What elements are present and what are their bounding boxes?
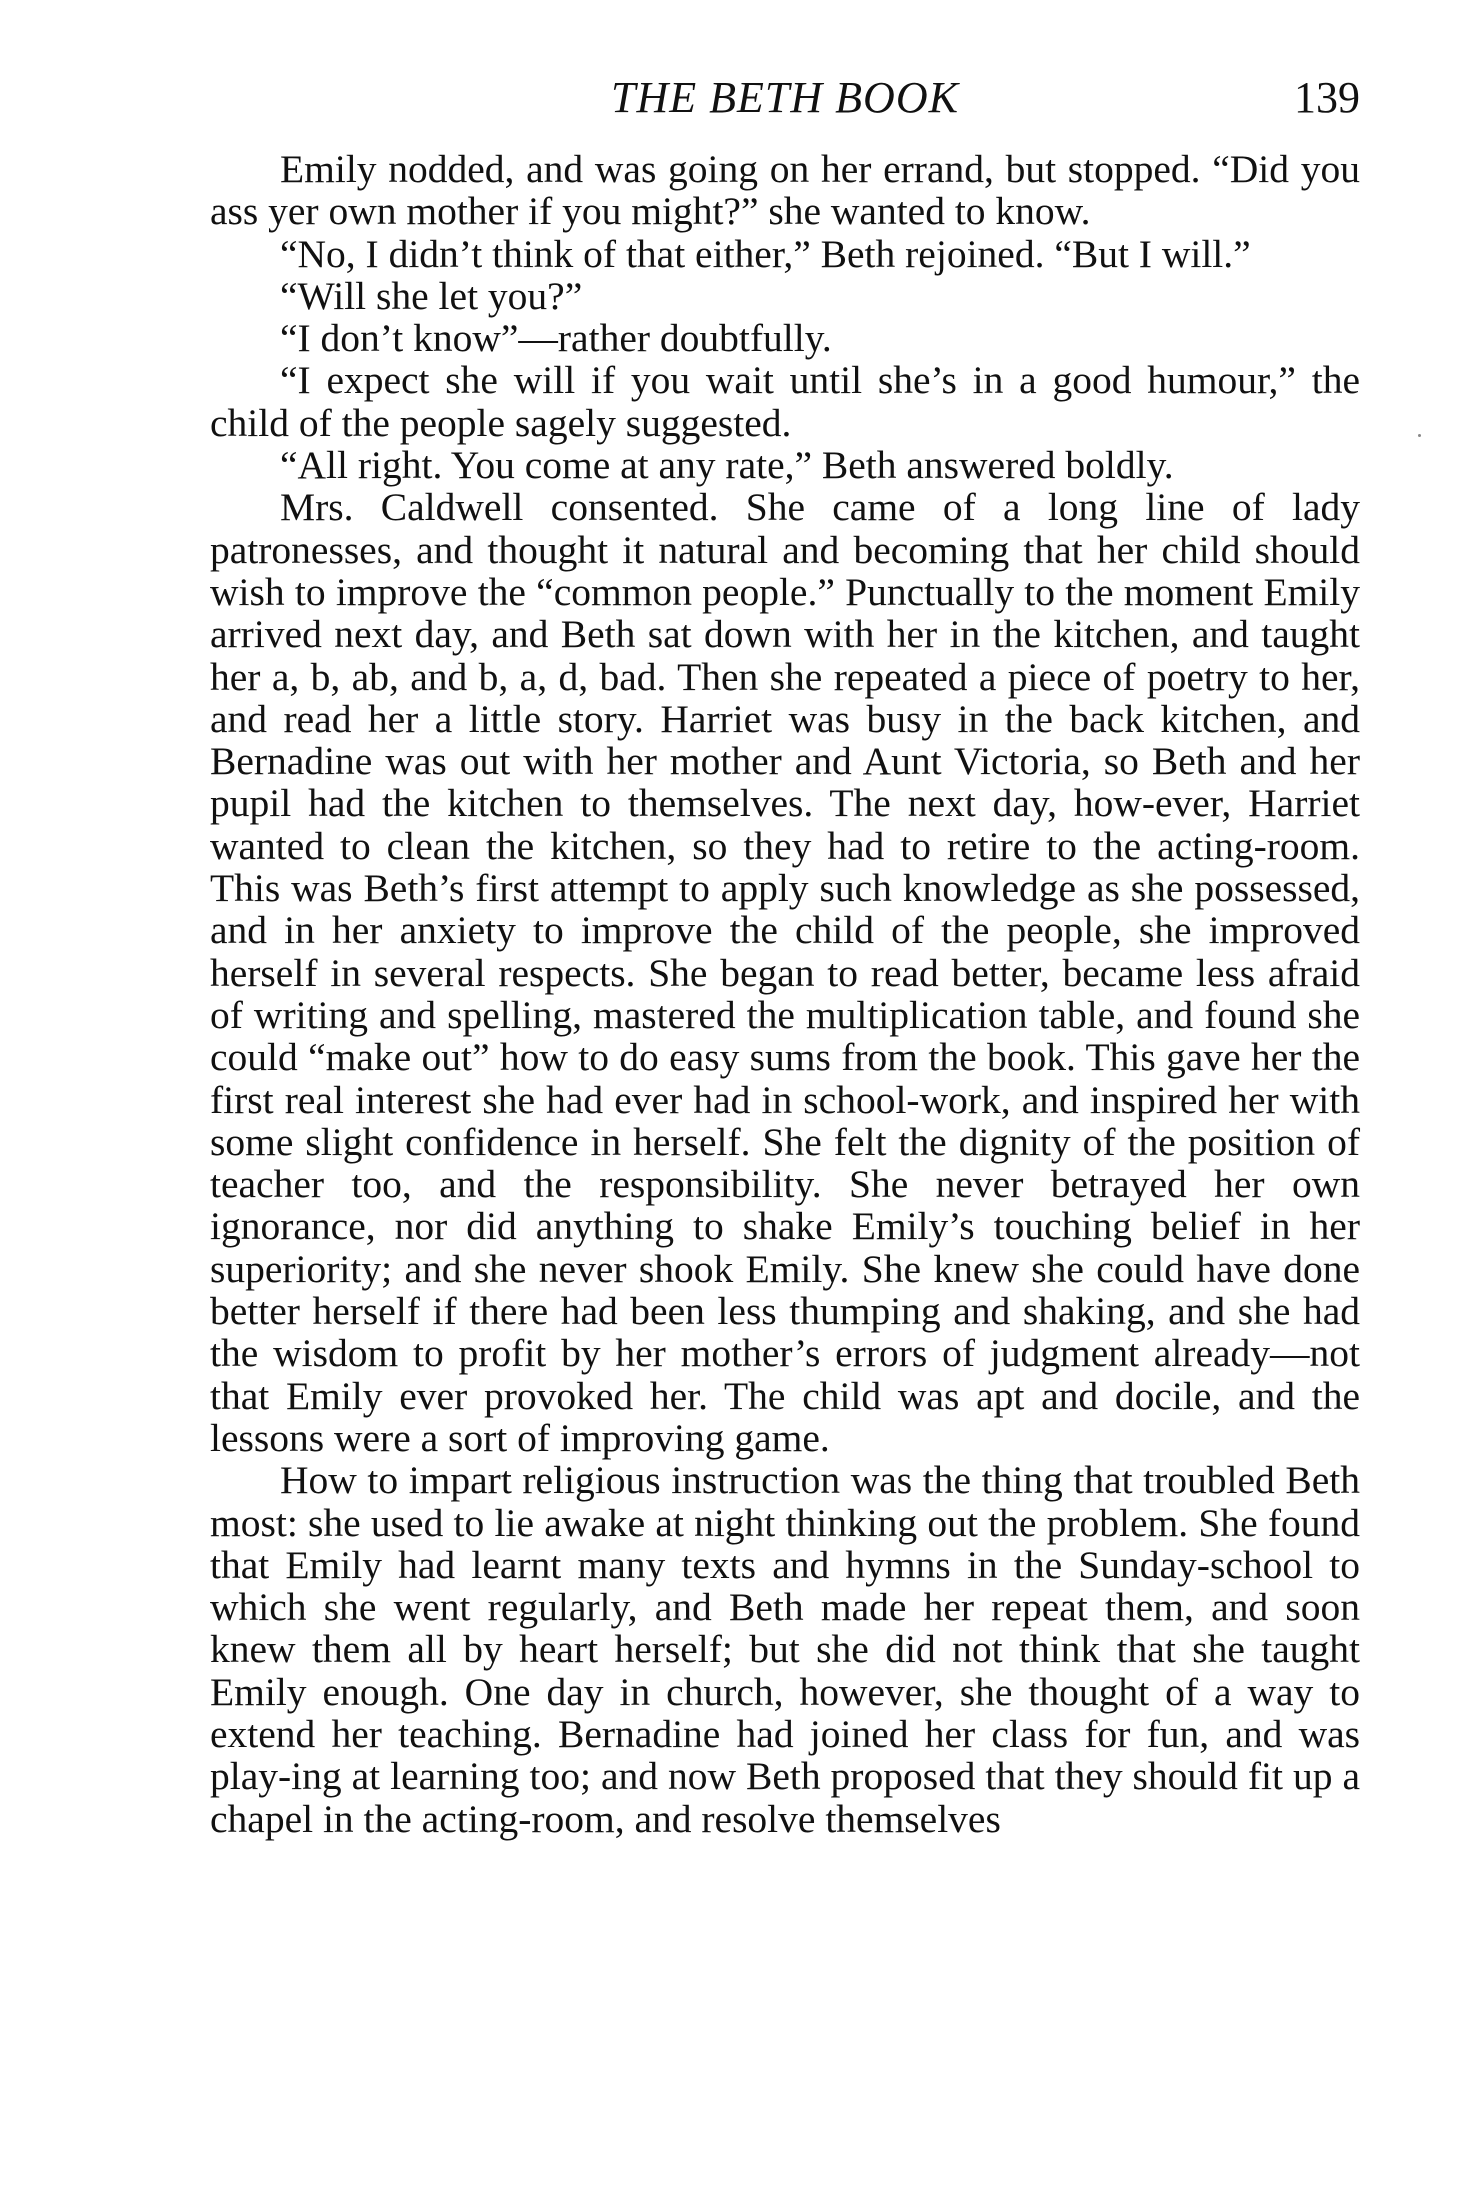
paragraph: Mrs. Caldwell consented. She came of a long line of lady patronesses, and thought it natural and becoming that her child should wish to improve the “common people.” Punctually to the moment Emily arrived next day, and Beth sat down with her in the kitchen, and taught her a, b, ab, and b, a, d, bad. Then she repeated a piece of poetry to her, and read her a little story. Harriet was busy in the back kitchen, and Bernadine was out with her mother and Aunt Victoria, so Beth and her pupil had the kitchen to themselves. The next day, how-ever, Harriet wanted to clean the kitchen, so they had to retire to the acting-room. This was Beth’s first attempt to apply such knowledge as she possessed, and in her anxiety to improve the child of the people, she improved herself in several respects. She began to read better, became less afraid of writing and spelling, mastered the multiplication table, and found she could “make out” how to do easy sums from the book. This gave her the first real interest she had ever had in school-work, and inspired her with some slight confidence in herself. She felt the dignity of the position of teacher too, and the responsibility. She never betrayed her own ignorance, nor did anything to shake Emily’s touching belief in her superiority; and she never shook Emily. She knew she could have done better herself if there had been less thumping and shaking, and she had the wisdom to profit by her mother’s errors of judgment already—not that Emily ever provoked her. The child was apt and docile, and the lessons were a sort of improving game. — [210, 485, 1360, 1460]
body-text — [210, 148, 1360, 1840]
page-number: 139 — [1294, 73, 1360, 122]
margin-speck — [1418, 434, 1421, 437]
paragraph: “Will she let you?” — [280, 273, 583, 318]
paragraph: “All right. You come at any rate,” Beth answered boldly. — [280, 443, 1174, 488]
paragraph: How to impart religious instruction was the thing that troubled Beth most: she used to lie awake at night thinking out the problem. She found that Emily had learnt many texts and hymns in the Sunday-school to which she went regularly, and Beth made her repeat them, and soon knew them all by heart herself; but she did not think that she taught Emily enough. One day in church, however, she thought of a way to extend her teaching. Bernadine had joined her class for fun, and was play-ing at learning too; and now Beth proposed that they should fit up a chapel in the acting-room, and resolve themselves — [210, 1458, 1360, 1841]
paragraph: Emily nodded, and was going on her errand, but stopped. “Did you ass yer own mother if you might?” she wanted to know. — [210, 147, 1360, 234]
paragraph: “No, I didn’t think of that either,” Beth rejoined. “But I will.” — [280, 231, 1251, 276]
paragraph: “I don’t know”—rather doubtfully. — [280, 316, 832, 361]
page-header — [210, 72, 1360, 132]
running-title: THE BETH BOOK — [611, 73, 959, 122]
paragraph: “I expect she will if you wait until she’s in a good humour,” the child of the people sagely suggested. — [210, 358, 1360, 445]
